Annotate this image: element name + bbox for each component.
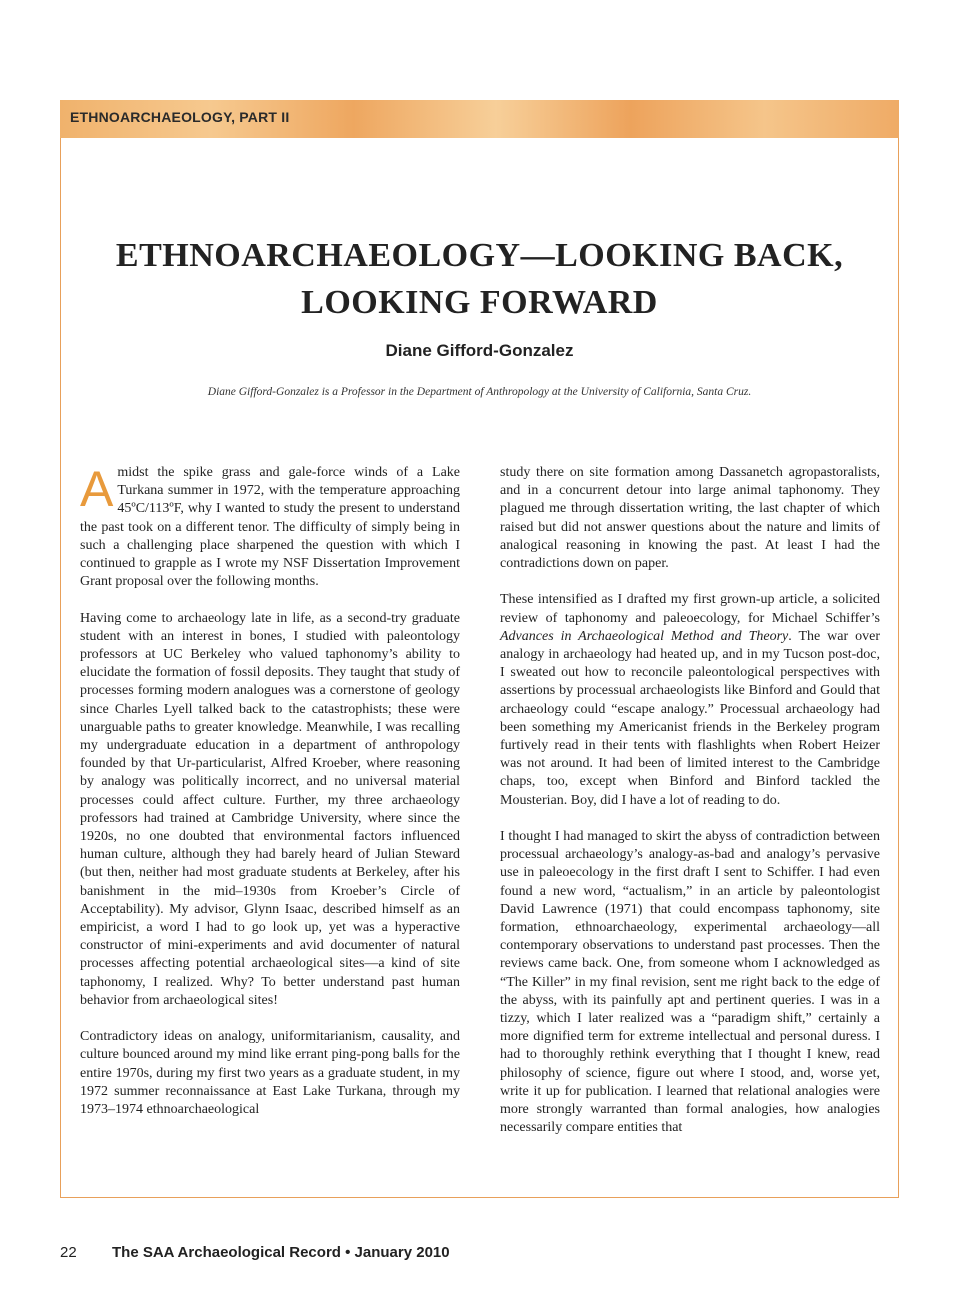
author-name: Diane Gifford-Gonzalez <box>385 341 574 360</box>
paragraph-1 <box>80 461 460 591</box>
paragraph-6: I thought I had managed to skirt the abyss of contradiction between processual archaeology’s analogy-as-bad and analogy’s pervasive use in paleoecology in the first draft I sent to Schiffer. I had even found a new word, “actualism,” in an article by paleontologist David Lawrence (1971) that could encompass taphonomy, site formation, ethnoarchaeology, experimental archaeology—all contemporary observations to understand past processes. Then the reviews came back. One, from someone whom I acknowledged as “The Killer” in my final revision, sent me right back to the edge of the abyss, with its painfully apt and pertinent queries. I was in a tizzy, which I later realized was a “paradigm shift,” certainly a more dignified term for extreme intellectual and personal duress. I had to thoroughly rethink everything that I thought I knew, read philosophy of science, figure out where I stood, and, worse yet, write it up for publication. I learned that relational analogies were more strongly warranted than formal analogies, how analogies necessarily compare entities that <box>500 829 880 1136</box>
article-title <box>60 232 899 326</box>
page-number: 22 <box>60 1244 77 1261</box>
paragraph-5-text-a: These intensified as I drafted my first grown-up article, a solicited review of taphonomy and paleoecology, for Michael Schiffer’s <box>500 592 880 626</box>
page-footer <box>60 1244 450 1261</box>
publication-info: The SAA Archaeological Record • January 2010 <box>112 1244 450 1261</box>
title-line-2: LOOKING FORWARD <box>301 284 658 321</box>
right-column <box>500 464 880 1156</box>
paragraph-2: Having come to archaeology late in life, as a second-try graduate student with an interest in bones, I studied with paleontology professors at UC Berkeley who valued taphonomy’s ability to elucidate the formation of fossil deposits. They taught that study of processes forming modern analogues was a cornerstone of geology since Charles Lyell talked back to the catastrophists; these were unarguable paths to greater knowledge. Meanwhile, I was recalling my undergraduate education in a department of anthropology founded by that Ur-particularist, Alfred Kroeber, where reasoning by analogy was politically incorrect, and no universal material processes could affect culture. Further, my three archaeology professors had trained at Cambridge University, where since the 1920s, no one doubted that environmental factors influenced human culture, although they had barely heard of Julian Steward (but then, neither had most graduate students at Berkeley, after his banishment in the mid–1930s from Kroeber’s Circle of Acceptability). My advisor, Glynn Isaac, described himself as an empiricist, a word I had to go look up, yet was a hyperactive constructor of mini-experiments and avid documenter of natural processes affecting potential archaeological sites—a kind of site taphonomy, I realized. Why? To better understand past human behavior from archaeological sites! <box>80 610 460 1008</box>
drop-cap: A <box>80 461 114 517</box>
section-label: ETHNOARCHAEOLOGY, PART II <box>70 109 290 125</box>
paragraph-5 <box>500 591 880 809</box>
paragraph-1-text: midst the spike grass and gale-force winds of a Lake Turkana summer in 1972, with the temperature approaching 45ºC/113ºF, why I wanted to study the present to understand the past took on a different tenor. The difficulty of simply being in such a challenging place sharpened the question with which I continued to grapple as I wrote my NSF Dissertation Improvement Grant proposal over the following months. <box>80 465 460 590</box>
title-line-1: ETHNOARCHAEOLOGY—LOOKING BACK, <box>115 237 844 274</box>
section-banner <box>60 100 899 138</box>
paragraph-5-text-b: . The war over analogy in archaeology had heated up, and in my Tucson post-doc, I sweated out how to reconcile paleontological perspectives with assertions by processual archaeologists like Binford and Gould that archaeology could “escape analogy.” Processual archaeology had been something my Americanist friends in the Berkeley program furtively read in their tents with flashlights when Robert Heizer was not around. It had been of limited interest to the Cambridge chaps, too, except when Binford and Binford tackled the Mousterian. Boy, did I have a lot of reading to do. <box>500 628 880 808</box>
paragraph-3: Contradictory ideas on analogy, uniformitarianism, causality, and culture bounced around my mind like errant ping-pong balls for the entire 1970s, during my first two years as a graduate student, in my 1972 summer reconnaissance at East Lake Turkana, through my 1973–1974 ethnoarchaeological <box>80 1029 460 1118</box>
paragraph-4: study there on site formation among Dassanetch agropastoralists, and in a concurrent detour into large animal taphonomy. They plagued me through dissertation writing, the last chapter of which raised but did not answer questions about the nature and limits of analogical reasoning in knowing the past. At least I had the contradictions down on paper. <box>500 465 880 572</box>
left-column <box>80 461 460 1137</box>
author-affiliation: Diane Gifford-Gonzalez is a Professor in the Department of Anthropology at the University of California, Santa Cruz. <box>207 386 752 398</box>
paragraph-5-book-title: Advances in Archaeological Method and Theory <box>500 628 789 644</box>
